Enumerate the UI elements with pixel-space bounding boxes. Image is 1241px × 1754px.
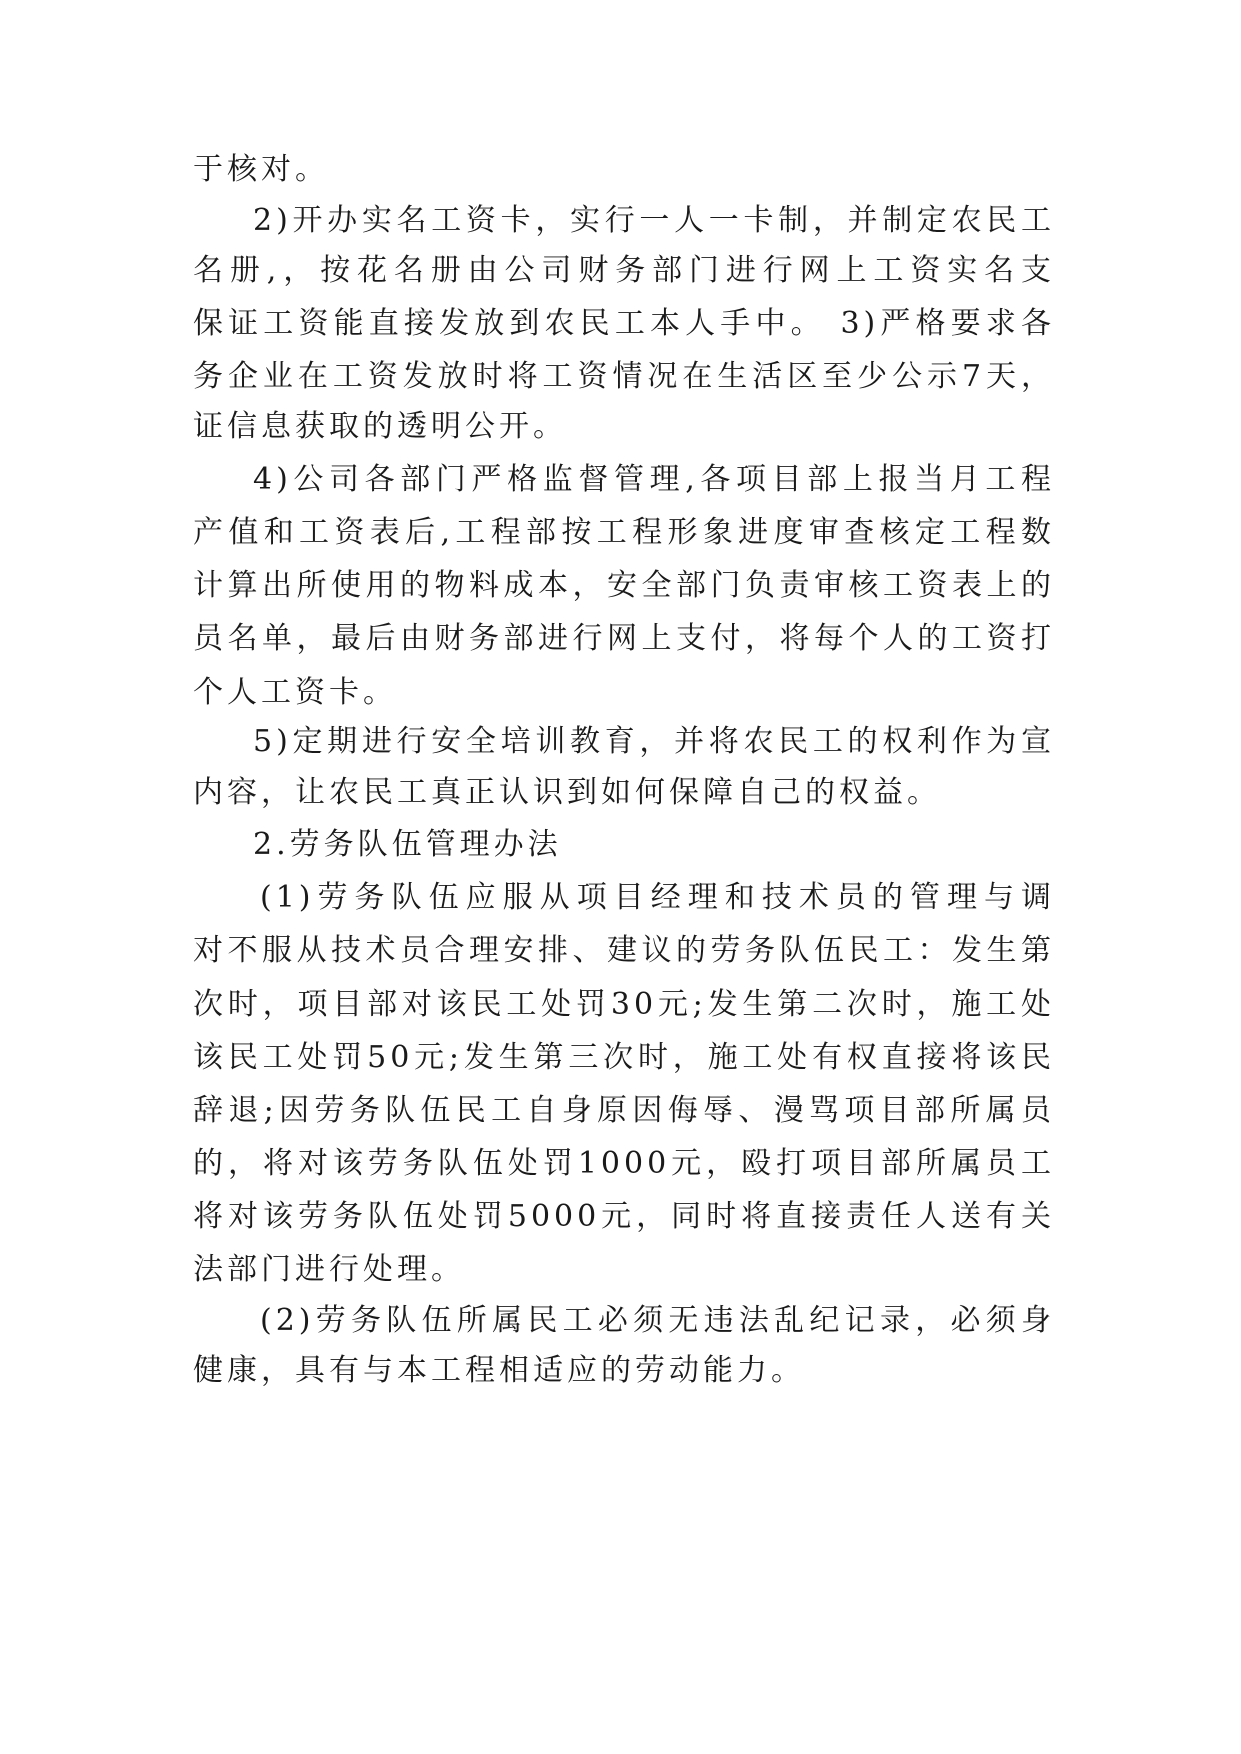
text-line: 个人工资卡。 bbox=[193, 675, 397, 710]
text-line: 员名单，最后由财务部进行网上支付，将每个人的工资打 bbox=[193, 621, 1055, 656]
text-line: 将对该劳务队伍处罚5000元，同时将直接责任人送有关 bbox=[193, 1199, 1055, 1234]
text-line: 2)开办实名工资卡，实行一人一卡制，并制定农民工 bbox=[253, 203, 1055, 238]
text-line: 法部门进行处理。 bbox=[193, 1252, 465, 1287]
text-line: 于核对。 bbox=[193, 152, 329, 187]
text-line: 该民工处罚50元;发生第三次时，施工处有权直接将该民 bbox=[193, 1040, 1055, 1075]
text-line: 辞退;因劳务队伍民工自身原因侮辱、漫骂项目部所属员 bbox=[193, 1093, 1055, 1128]
text-line: 计算出所使用的物料成本，安全部门负责审核工资表上的 bbox=[193, 568, 1055, 603]
text-line: (2)劳务队伍所属民工必须无违法乱纪记录，必须身 bbox=[260, 1303, 1055, 1338]
text-line: 保证工资能直接发放到农民工本人手中。 3)严格要求各 bbox=[193, 306, 1055, 341]
text-line: 内容，让农民工真正认识到如何保障自己的权益。 bbox=[193, 775, 941, 810]
text-line: 名册,，按花名册由公司财务部门进行网上工资实名支 bbox=[193, 253, 1055, 288]
text-line: 证信息获取的透明公开。 bbox=[193, 409, 567, 444]
text-line: 务企业在工资发放时将工资情况在生活区至少公示7天， bbox=[193, 359, 1055, 394]
text-line: (1)劳务队伍应服从项目经理和技术员的管理与调 bbox=[260, 880, 1055, 915]
text-line: 对不服从技术员合理安排、建议的劳务队伍民工：发生第 bbox=[193, 933, 1055, 968]
text-line: 健康，具有与本工程相适应的劳动能力。 bbox=[193, 1353, 805, 1388]
section-heading: 2.劳务队伍管理办法 bbox=[253, 827, 562, 862]
text-line: 4)公司各部门严格监督管理,各项目部上报当月工程 bbox=[253, 462, 1055, 497]
text-line: 的，将对该劳务队伍处罚1000元，殴打项目部所属员工 bbox=[193, 1146, 1055, 1181]
text-line: 产值和工资表后,工程部按工程形象进度审查核定工程数 bbox=[193, 515, 1055, 550]
text-line: 次时，项目部对该民工处罚30元;发生第二次时，施工处 bbox=[193, 987, 1055, 1022]
text-line: 5)定期进行安全培训教育，并将农民工的权利作为宣 bbox=[253, 724, 1055, 759]
